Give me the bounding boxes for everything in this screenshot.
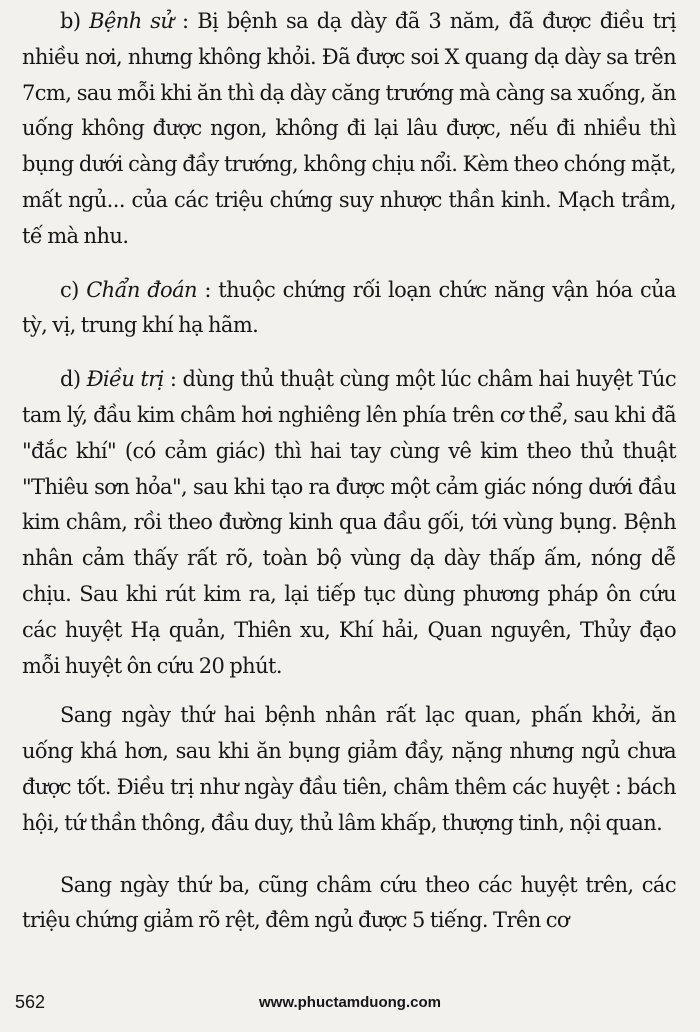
paragraph-benh-su: b) Bệnh sử : Bị bệnh sa dạ dày đã 3 năm, đã được điều trị nhiều nơi, nhưng không khỏi. Đã được soi X quang dạ dày sa trên 7cm, sau mỗi khi ăn thì dạ dày căng trướng mà càng sa xuống, ăn uống không được ngon, không đi lại lâu được, nếu đi nhiều thì bụng dưới càng đầy trướng, không chịu nổi. Kèm theo chóng mặt, mất ngủ... của các triệu chứng suy nhược thần kinh. Mạch trầm, tế mà nhu. — [22, 9, 676, 248]
page-number: 562 — [15, 992, 46, 1012]
page-footer — [0, 992, 700, 1022]
paragraph-dieu-tri: d) Điều trị : dùng thủ thuật cùng một lúc châm hai huyệt Túc tam lý, đầu kim châm hơi nghiêng lên phía trên cơ thể, sau khi đã "đắc khí" (có cảm giác) thì hai tay cùng vê kim theo thủ thuật "Thiêu sơn hỏa", sau khi tạo ra được một cảm giác nóng dưới đầu kim châm, rồi theo đường kinh qua đầu gối, tới vùng bụng. Bệnh nhân cảm thấy rất rõ, toàn bộ vùng dạ dày thấp ấm, nóng dễ chịu. Sau khi rút kim ra, lại tiếp tục dùng phương pháp ôn cứu các huyệt Hạ quản, Thiên xu, Khí hải, Quan nguyên, Thủy đạo mỗi huyệt ôn cứu 20 phút. — [22, 367, 677, 678]
paragraph-chan-doan: c) Chẩn đoán : thuộc chứng rối loạn chức năng vận hóa của tỳ, vị, trung khí hạ hãm. — [22, 277, 676, 338]
section-label: Điều trị — [86, 367, 164, 392]
section-label: Bệnh sử — [89, 9, 174, 33]
paragraph-ngay-thu-ba: Sang ngày thứ ba, cũng châm cứu theo các huyệt trên, các triệu chứng giảm rõ rệt, đêm ngủ được 5 tiếng. Trên cơ — [22, 872, 676, 933]
website-url: www.phuctamduong.com — [259, 994, 441, 1011]
section-label: Chẩn đoán — [86, 277, 197, 302]
paragraph-ngay-thu-hai: Sang ngày thứ hai bệnh nhân rất lạc quan, phấn khởi, ăn uống khá hơn, sau khi ăn bụng giảm đầy, nặng nhưng ngủ chưa được tốt. Điều trị như ngày đầu tiên, châm thêm các huyệt : bách hội, tứ thần thông, đầu duy, thủ lâm khấp, thượng tinh, nội quan. — [22, 703, 676, 835]
